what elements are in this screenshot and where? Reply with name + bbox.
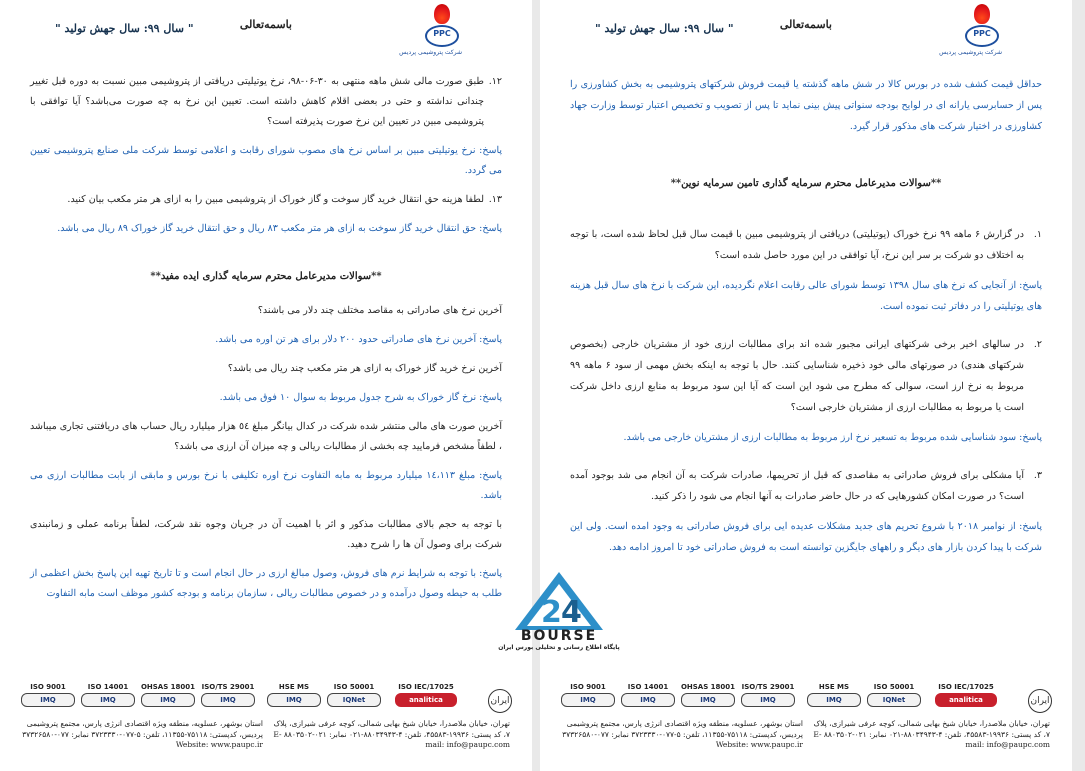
bourse24-wordmark: BOURSE: [520, 628, 598, 644]
logo-text: PPC: [965, 25, 999, 47]
question-text: آخرین نرخ خرید گاز خوراک به ازای هر متر مکعب چند ریال می باشد؟: [227, 363, 502, 374]
svg-text:2: 2: [541, 595, 562, 630]
iran-standard-icon: ایران: [488, 689, 512, 713]
page-body: [570, 74, 1042, 567]
question-item: [570, 334, 1042, 418]
answer-text: پاسخ: حق انتقال خرید گاز سوخت به ازای هر متر مکعب ۸۳ ریال و حق انتقال خرید گاز خوراک ۸۹ ریال می باشد.: [57, 223, 502, 234]
flame-icon: [974, 4, 990, 24]
answer-text: پاسخ: آخرین نرخ های صادراتی حدود ۲۰۰ دلار برای هر تن اوره می باشد.: [215, 334, 502, 345]
answer-text: پاسخ: نرخ یوتیلیتی مبین بر اساس نرخ های مصوب شورای رقابت و اعلامی توسط شرکت ملی صنایع پتروشیمی تعیین می گردد.: [30, 145, 502, 176]
bismillah: باسمه‌تعالی: [779, 18, 832, 31]
office-address-asaluyeh: استان بوشهر، عسلویه، منطقه ویژه اقتصادی انرژی پارس، مجتمع پتروشیمی پردیس، کدپستی: ۷۵۱۱۸-۱۱۳۵۵، تلفن: ۵-۰۷۷-۳۷۲۳۳۳۰ نمابر: ۰۷۷-۳۷۳۲۶۵۸۰ Website: www.paupc.ir: [22, 719, 263, 749]
page-footer: [540, 679, 1072, 771]
intro-paragraph: حداقل قیمت کشف شده در بورس کالا در شش ماهه گذشته یا قیمت فروش شرکتهای پتروشیمی به بخش کشاورزی را پس از حسابرسی یارانه ای در لوایح بودجه سنواتی پیش بینی نماید تا پس از تصویب و تخصیص اعتبار توسط وزارت جهاد کشاورزی در اختیار شرکت های مذکور قرار گیرد.: [570, 79, 1042, 132]
question-item: [30, 190, 502, 210]
bourse24-watermark: [496, 570, 622, 670]
office-address-asaluyeh: استان بوشهر، عسلویه، منطقه ویژه اقتصادی انرژی پارس، مجتمع پتروشیمی پردیس، کدپستی: ۷۵۱۱۸-۱۱۳۵۵، تلفن: ۵-۰۷۷-۳۷۲۳۳۳۰ نمابر: ۰۷۷-۳۷۳۲۶۵۸۰ Website: www.paupc.ir: [562, 719, 803, 749]
section-title: **سوالات مدیرعامل محترم سرمایه گذاری ایده مفید**: [150, 271, 382, 282]
certificate-badge: ISO 14001 IMQ: [78, 683, 138, 707]
bourse24-tagline: پایگاه اطلاع رسانی و تحلیلی بورس ایران: [498, 644, 620, 651]
office-address-tehran: تهران، خیابان ملاصدرا، خیابان شیخ بهایی شمالی، کوچه عرفی شیرازی، پلاک ۷، کد پستی: ۱۹۹۳۶-۴۵۵۸۳، تلفن: ۴-۸۸۰۳۴۹۴۳-۰۲۱ نمابر: ۰۲۱-۸۸۰۳۵۰۲ E-mail: info@paupc.com: [273, 719, 510, 749]
certificate-badge: ISO/TS 29001 IMQ: [198, 683, 258, 707]
question-number: ۱۲.: [488, 76, 502, 87]
certificate-strip: [18, 683, 514, 717]
bourse24-logo-icon: [513, 570, 605, 632]
question-text: در سالهای اخیر برخی شرکتهای ایرانی مجبور شده اند برای مطالبات ارزی خود از مشتریان خارجی (بخصوص شرکتهای هندی) در صورتهای مالی خود ذخیره شناسایی کنند. حال با توجه به اینکه بخش مهمی از سود ۶ ماهه ۹۹ مربوط به نرخ ارز است، سوالی که مطرح می شود این است که آیا این سود مربوط به منابع ارزی داخل شرکت است یا مربوط به مطالبات ارزی از مشتریان خارجی است؟: [570, 339, 1024, 413]
flame-icon: [434, 4, 450, 24]
bismillah: باسمه‌تعالی: [239, 18, 292, 31]
company-logo: [939, 4, 1002, 66]
answer-text: پاسخ: از نوامبر ۲۰۱۸ با شروع تحریم های جدید مشکلات عدیده ایی برای فروش صادراتی به وجود امده است. ولی این شرکت با پیدا کردن بازار های دیگر و راههای جایگزین توانسته است به فروش صادراتی خود تا امروز ادامه دهد.: [570, 521, 1042, 553]
question-number: ۳.: [1033, 470, 1042, 481]
certificate-badge: ISO 9001 IMQ: [558, 683, 618, 707]
office-address-tehran: تهران، خیابان ملاصدرا، خیابان شیخ بهایی شمالی، کوچه عرفی شیرازی، پلاک ۷، کد پستی: ۱۹۹۳۶-۴۵۵۸۳، تلفن: ۴-۸۸۰۳۴۹۴۳-۰۲۱ نمابر: ۰۲۱-۸۸۰۳۵۰۲ E-mail: info@paupc.com: [813, 719, 1050, 749]
question-item: [570, 224, 1042, 266]
certificate-badge: ISO 14001 IMQ: [618, 683, 678, 707]
certificate-badge: ISO/TS 29001 IMQ: [738, 683, 798, 707]
question-number: ۲.: [1033, 339, 1042, 350]
answer-text: پاسخ: نرخ گاز خوراک به شرح جدول مربوط به سوال ۱۰ فوق می باشد.: [219, 392, 502, 403]
page-footer: [0, 679, 532, 771]
certificate-badge: ISO 50001 IQNet: [324, 683, 384, 707]
page-body: [30, 72, 502, 613]
logo-text: PPC: [425, 25, 459, 47]
answer-text: پاسخ: از آنجایی که نرخ های سال ۱۳۹۸ توسط شورای عالی رقابت اعلام نگردیده، این شرکت با نرخ های سال قبل هزینه های یوتیلیتی را در دفاتر ثبت نموده است.: [570, 280, 1042, 312]
certificate-badge: ISO IEC/17025 analitica: [388, 683, 464, 707]
question-number: ۱۳.: [488, 194, 502, 205]
section-title: **سوالات مدیرعامل محترم سرمایه گذاری تامین سرمایه نوین**: [670, 178, 942, 189]
answer-text: پاسخ: مبلغ ۱٤،۱۱۳ میلیارد مربوط به مابه التفاوت نرخ اوره تکلیفی با نرخ بورس و مابقی از بابت مطالبات ارزی می باشد.: [30, 470, 502, 501]
answer-text: پاسخ: با توجه به شرایط نرم های فروش، وصول مبالغ ارزی در حال انجام است و تا تاریخ تهیه این پاسخ بخش اعظمی از طلب به حیطه وصول درآمده و در خصوص مطالبات ریالی ، سازمان برنامه و بودجه کشور موظف است مابه التفاوت: [30, 568, 502, 599]
certificate-strip: [558, 683, 1054, 717]
question-text: آیا مشکلی برای فروش صادراتی به مقاصدی که قبل از تحریمها، صادرات شرکت به آن انجام می شد بوجود آمده است؟ در صورت امکان کشورهایی که در حال حاضر صادرات به آنها انجام می شود را ذکر کنید.: [570, 470, 1024, 502]
company-name: شرکت پتروشیمی پردیس: [939, 49, 1002, 56]
certificate-badge: ISO IEC/17025 analitica: [928, 683, 1004, 707]
page-left: [0, 0, 532, 771]
question-number: ۱.: [1033, 229, 1042, 240]
motto: " سال ۹۹: سال جهش تولید ": [595, 22, 734, 35]
question-item: [30, 72, 502, 132]
question-item: [570, 465, 1042, 507]
question-text: با توجه به حجم بالای مطالبات مذکور و اثر با اهمیت آن در جریان وجوه نقد شرکت، لطفاً برنامه عملی و زمانبندی شرکت برای وصول آن ها را شرح دهید.: [30, 519, 502, 550]
question-text: طبق صورت مالی شش ماهه منتهی به ۳۰-۰۶-۹۸، نرخ یوتیلیتی دریافتی از پتروشیمی مبین نسبت به دوره قبل تغییر چندانی نداشته و حتی در بعضی اقلام کاهش داشته است. تعیین این نرخ به چه صورت می‌باشد؟ آیا توافقی با پتروشیمی مبین در تعیین این نرخ صورت پذیرفته است؟: [30, 76, 484, 127]
iran-standard-icon: ایران: [1028, 689, 1052, 713]
question-text: آخرین صورت های مالی منتشر شده شرکت در کدال بیانگر مبلغ ٥٤ هزار میلیارد ریال حساب های دریافتنی تجاری میباشد ، لطفاً مشخص فرمایید چه بخشی از مطالبات ریالی و چه میزان آن ارزی می باشد؟: [30, 421, 502, 452]
certificate-badge: OHSAS 18001 IMQ: [138, 683, 198, 707]
company-name: شرکت پتروشیمی پردیس: [399, 49, 462, 56]
certificate-badge: ISO 9001 IMQ: [18, 683, 78, 707]
page-header: [0, 0, 532, 66]
company-logo: [399, 4, 462, 66]
question-text: در گزارش ۶ ماهه ۹۹ نرخ خوراک (یوتیلیتی) دریافتی از پتروشیمی مبین با قیمت سال قبل لحاظ شده است، با توجه به اختلاف دو شرکت بر سر این نرخ، آیا توافقی در این مورد حاصل شده است؟: [570, 229, 1024, 261]
certificate-badge: ISO 50001 IQNet: [864, 683, 924, 707]
question-text: لطفا هزینه حق انتقال خرید گاز سوخت و گاز خوراک از پتروشیمی مبین را به ازای هر متر مکعب بیان کنید.: [67, 194, 484, 205]
answer-text: پاسخ: سود شناسایی شده مربوط به تسعیر نرخ ارز مربوط به مطالبات ارزی از مشتریان خارجی می باشد.: [623, 432, 1042, 443]
svg-text:4: 4: [561, 595, 582, 630]
page-header: [540, 0, 1072, 66]
question-text: آخرین نرخ های صادراتی به مقاصد مختلف چند دلار می باشند؟: [257, 305, 502, 316]
certificate-badge: OHSAS 18001 IMQ: [678, 683, 738, 707]
certificate-badge: HSE MS IMQ: [264, 683, 324, 707]
certificate-badge: HSE MS IMQ: [804, 683, 864, 707]
motto: " سال ۹۹: سال جهش تولید ": [55, 22, 194, 35]
